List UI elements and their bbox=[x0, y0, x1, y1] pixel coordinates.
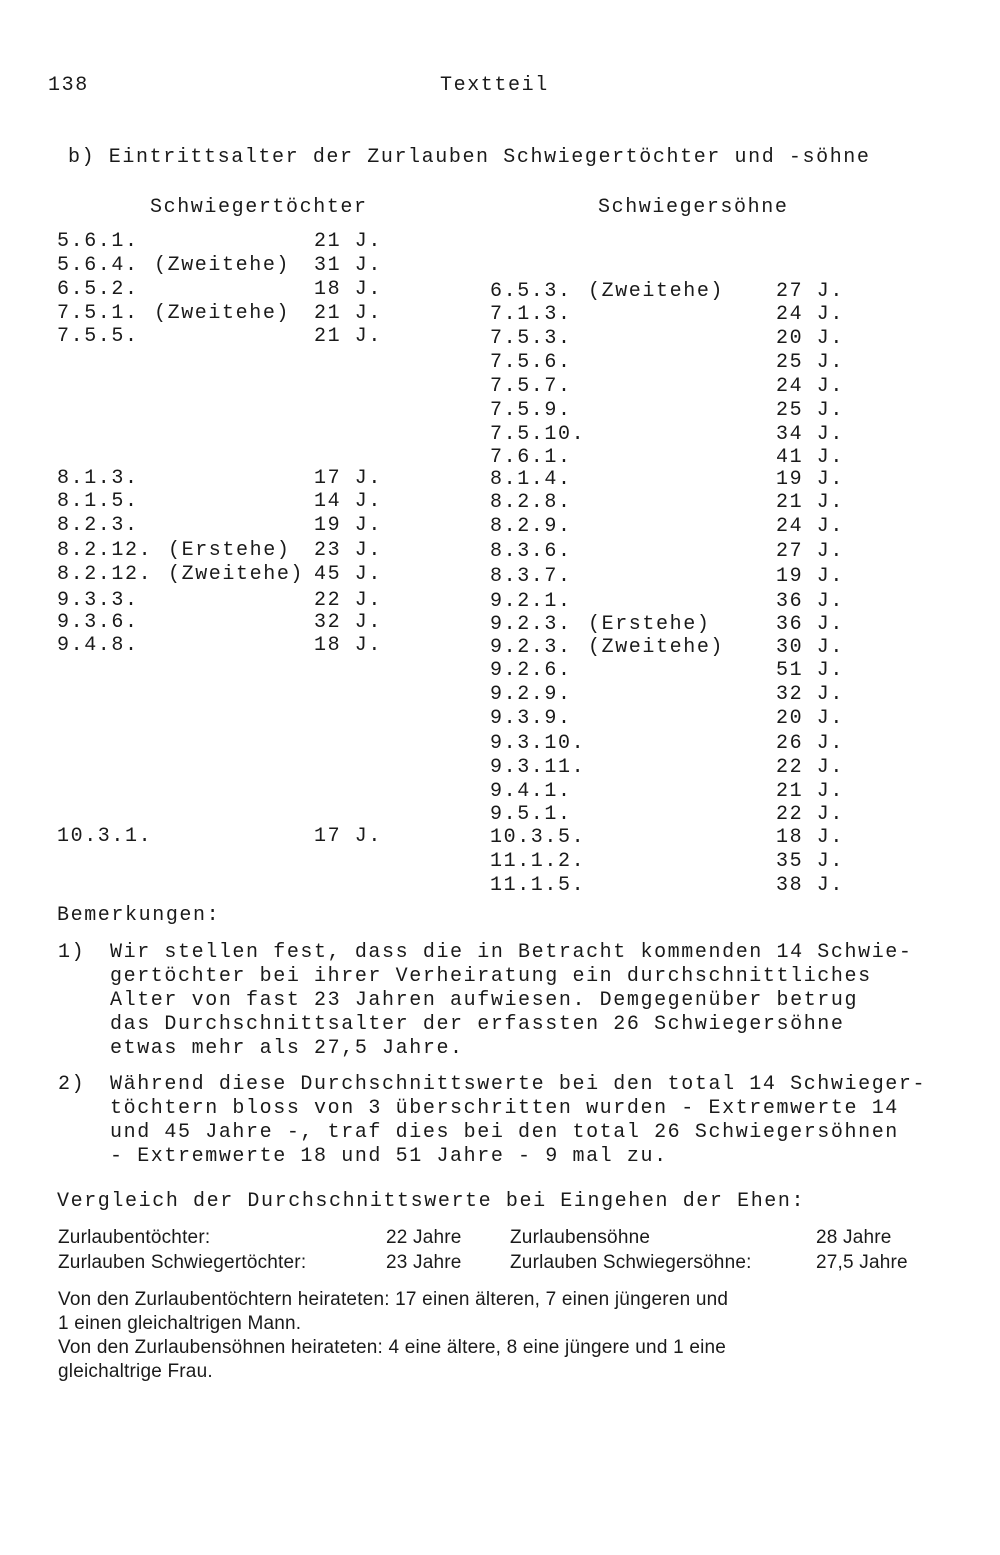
remarks-heading: Bemerkungen: bbox=[57, 904, 221, 927]
comparison-heading: Vergleich der Durchschnittswerte bei Eingehen der Ehen: bbox=[57, 1190, 806, 1213]
remark-number: 2) bbox=[58, 1073, 86, 1096]
comparison-label: Zurlauben Schwiegersöhne: bbox=[510, 1252, 752, 1273]
comparison-value: 27,5 Jahre bbox=[816, 1252, 908, 1273]
section-title: b) Eintrittsalter der Zurlauben Schwiegertöchter und -söhne bbox=[68, 146, 871, 169]
sons-table: 6.5.3. (Zweitehe) 27 J. 7.1.3. 24 J. 7.5.3. 20 J. 7.5.6. 25 J. 7.5.7. 24 J. 7.5.9. 25 J. 7.5.10. 34 J. 7.6.1. 41 J. 8.1.4. 19 J. 8.2.8. 21 J. 8.2.9. 24 J. 8.3.6. 27 J. 8.3.7. 19 J. 9.2.1. 36 J. 9.2.3. (Erstehe) 36 J. 9.2.3. (Zweitehe) 30 J. 9.2.6. 51 J. 9.2.9. 32 J. 9.3.9. 20 J. 9.3.10. 26 J. 9.3.11. 22 J. 9.4.1. 21 J. 9.5.1. 22 J. 10.3.5. 18 J. 11.1.2. 35 J. 11.1.5. 38 J. bbox=[490, 280, 845, 897]
comparison-value: 22 Jahre bbox=[386, 1227, 462, 1248]
comparison-label: Zurlauben Schwiegertöchter: bbox=[58, 1252, 307, 1273]
page-number: 138 bbox=[48, 74, 89, 97]
remark-text: Während diese Durchschnittswerte bei den total 14 Schwieger- töchtern bloss von 3 überschritten wurden - Extremwerte 14 und 45 Jahre -, traf dies bei den total 26 Schwiegersöhnen - Extremwerte 18 und 51 Jahre - 9 mal zu. bbox=[110, 1073, 927, 1168]
daughters-heading: Schwiegertöchter bbox=[150, 196, 368, 219]
comparison-label: Zurlaubentöchter: bbox=[58, 1227, 211, 1248]
comparison-label: Zurlaubensöhne bbox=[510, 1227, 651, 1248]
sons-heading: Schwiegersöhne bbox=[598, 196, 789, 219]
running-title: Textteil bbox=[440, 74, 549, 97]
closing-paragraph: Von den Zurlaubentöchtern heirateten: 17 einen älteren, 7 einen jüngeren und 1 einen gleichaltrigen Mann. Von den Zurlaubensöhnen heirateten: 4 eine ältere, 8 eine jüngere und 1 eine gleichaltrige Frau. bbox=[58, 1289, 729, 1382]
remark-text: Wir stellen fest, dass die in Betracht kommenden 14 Schwie- gertöchter bei ihrer Verheiratung ein durchschnittliches Alter von fast 23 Jahren aufwiesen. Demgegenüber betrug das Durchschnittsalter der erfassten 26 Schwiegersöhne etwas mehr als 27,5 Jahre. bbox=[110, 941, 913, 1060]
remark-number: 1) bbox=[58, 941, 86, 964]
comparison-value: 28 Jahre bbox=[816, 1227, 892, 1248]
daughters-table: 5.6.1. 21 J. 5.6.4. (Zweitehe) 31 J. 6.5.2. 18 J. 7.5.1. (Zweitehe) 21 J. 7.5.5. 21 J. 8.1.3. 17 J. 8.1.5. 14 J. 8.2.3. 19 J. 8.2.12. (Erstehe) 23 J. 8.2.12. (Zweitehe) 45 J. 9.3.3. 22 J. 9.3.6. 32 J. 9.4.8. 18 J. 10.3.1. 17 J. bbox=[57, 230, 383, 848]
comparison-value: 23 Jahre bbox=[386, 1252, 462, 1273]
